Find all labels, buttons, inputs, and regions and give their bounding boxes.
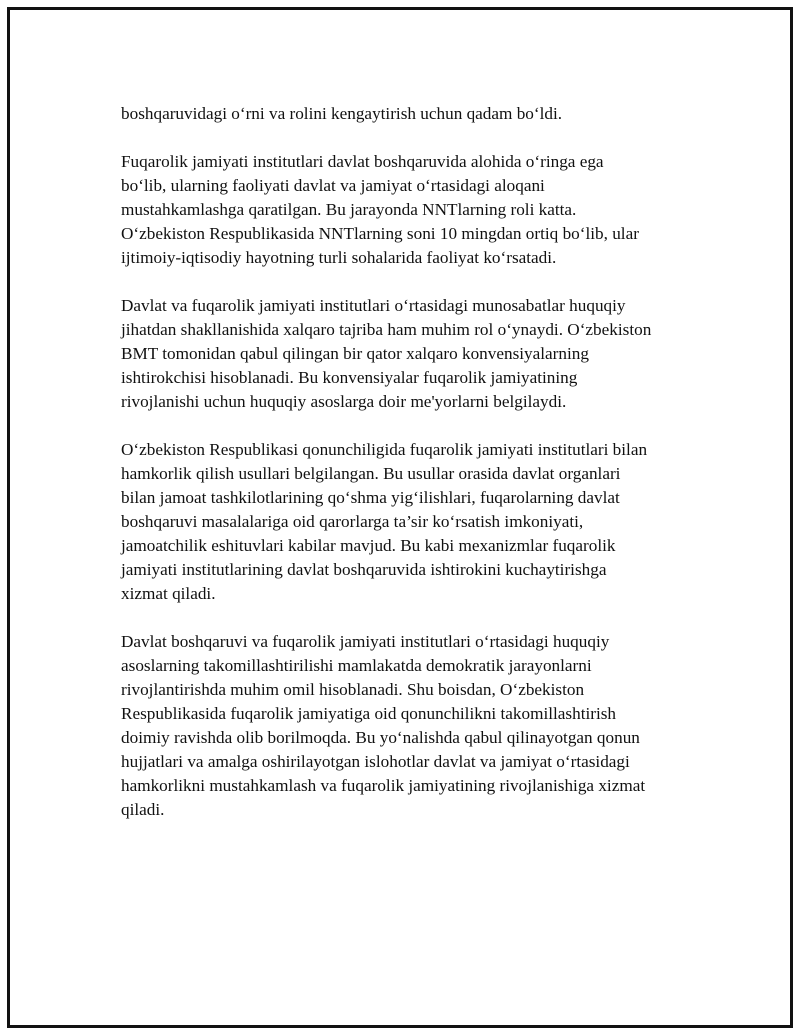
text-line: jihatdan shakllanishida xalqaro tajriba ham muhim rol o‘ynaydi. O‘zbekiston [121,320,652,339]
text-line: doimiy ravishda olib borilmoqda. Bu yo‘nalishda qabul qilinayotgan qonun [121,728,640,747]
page-frame [7,7,793,1028]
paragraph-1 [121,102,711,126]
text-line: O‘zbekiston Respublikasi qonunchiligida fuqarolik jamiyati institutlari bilan [121,440,648,459]
text-line: hujjatlari va amalga oshirilayotgan islohotlar davlat va jamiyat o‘rtasidagi [121,752,630,771]
text-line: Fuqarolik jamiyati institutlari davlat boshqaruvida alohida o‘ringa ega [121,152,604,171]
text-line: asoslarning takomillashtirilishi mamlakatda demokratik jarayonlarni [121,656,592,675]
text-line: ijtimoiy-iqtisodiy hayotning turli sohalarida faoliyat ko‘rsatadi. [121,248,557,267]
paragraph-4 [121,438,711,606]
text-line: boshqaruvi masalalariga oid qarorlarga ta’sir ko‘rsatish imkoniyati, [121,512,584,531]
text-line: boshqaruvidagi o‘rni va rolini kengaytirish uchun qadam bo‘ldi. [121,104,563,123]
text-line: Davlat va fuqarolik jamiyati institutlari o‘rtasidagi munosabatlar huquqiy [121,296,626,315]
text-line: ishtirokchisi hisoblanadi. Bu konvensiyalar fuqarolik jamiyatining [121,368,578,387]
text-line: rivojlanishi uchun huquqiy asoslarga doir me'yorlarni belgilaydi. [121,392,567,411]
text-line: BMT tomonidan qabul qilingan bir qator xalqaro konvensiyalarning [121,344,589,363]
text-line: hamkorlik qilish usullari belgilangan. Bu usullar orasida davlat organlari [121,464,621,483]
text-line: O‘zbekiston Respublikasida NNTlarning soni 10 mingdan ortiq bo‘lib, ular [121,224,639,243]
text-line: mustahkamlashga qaratilgan. Bu jarayonda NNTlarning roli katta. [121,200,577,219]
text-line: bo‘lib, ularning faoliyati davlat va jamiyat o‘rtasidagi aloqani [121,176,545,195]
text-line: hamkorlikni mustahkamlash va fuqarolik jamiyatining rivojlanishiga xizmat [121,776,646,795]
text-line: Davlat boshqaruvi va fuqarolik jamiyati institutlari o‘rtasidagi huquqiy [121,632,610,651]
paragraph-2 [121,150,711,270]
text-line: jamiyati institutlarining davlat boshqaruvida ishtirokini kuchaytirishga [121,560,607,579]
text-line: rivojlantirishda muhim omil hisoblanadi. Shu boisdan, O‘zbekiston [121,680,585,699]
document-body [121,102,711,846]
text-line: qiladi. [121,800,165,819]
text-line: jamoatchilik eshituvlari kabilar mavjud. Bu kabi mexanizmlar fuqarolik [121,536,616,555]
paragraph-3 [121,294,711,414]
text-line: xizmat qiladi. [121,584,216,603]
text-line: Respublikasida fuqarolik jamiyatiga oid qonunchilikni takomillashtirish [121,704,617,723]
text-line: bilan jamoat tashkilotlarining qo‘shma yig‘ilishlari, fuqarolarning davlat [121,488,620,507]
paragraph-5 [121,630,711,822]
